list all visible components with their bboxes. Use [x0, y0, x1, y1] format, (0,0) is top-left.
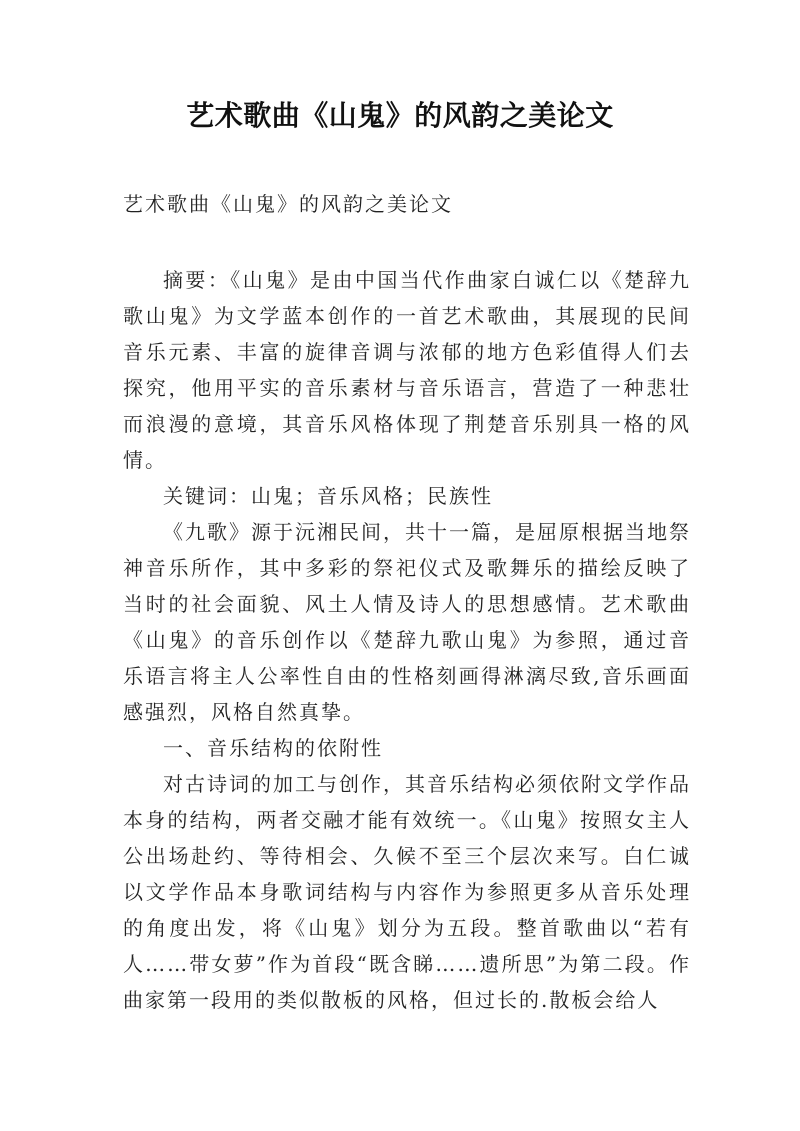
document-subtitle: 艺术歌曲《山鬼》的风韵之美论文: [123, 192, 453, 216]
abstract-paragraph: 摘要：《山鬼》是由中国当代作曲家白诚仁以《楚辞九歌山鬼》为文学蓝本创作的一首艺术歌曲，其展现的民间音乐元素、丰富的旋律音调与浓郁的地方色彩值得人们去探究，他用平实的音乐素材与音乐语言，营造了一种悲壮而浪漫的意境，其音乐风格体现了荆楚音乐别具一格的风情。: [123, 268, 691, 472]
section-paragraph: 对古诗词的加工与创作，其音乐结构必须依附文学作品本身的结构，两者交融才能有效统一。《山鬼》按照女主人公出场赴约、等待相会、久候不至三个层次来写。白仁诚以文学作品本身歌词结构与内容作为参照更多从音乐处理的角度出发，将《山鬼》划分为五段。整首歌曲以“若有人……带女萝”作为首段“既含睇……遗所思”为第二段。作曲家第一段用的类似散板的风格，但过长的.散板会给人: [123, 772, 691, 1012]
document-title: 艺术歌曲《山鬼》的风韵之美论文: [186, 99, 614, 132]
document-body: [123, 262, 691, 1018]
section-heading: 一、音乐结构的依附性: [163, 736, 383, 760]
keywords-paragraph: 关键词：山鬼；音乐风格；民族性: [163, 484, 493, 508]
intro-paragraph: 《九歌》源于沅湘民间，共十一篇，是屈原根据当地祭神音乐所作，其中多彩的祭祀仪式及歌舞乐的描绘反映了当时的社会面貌、风土人情及诗人的思想感情。艺术歌曲《山鬼》的音乐创作以《楚辞九歌山鬼》为参照，通过音乐语言将主人公率性自由的性格刻画得淋漓尽致,音乐画面感强烈，风格自然真挚。: [123, 520, 691, 724]
